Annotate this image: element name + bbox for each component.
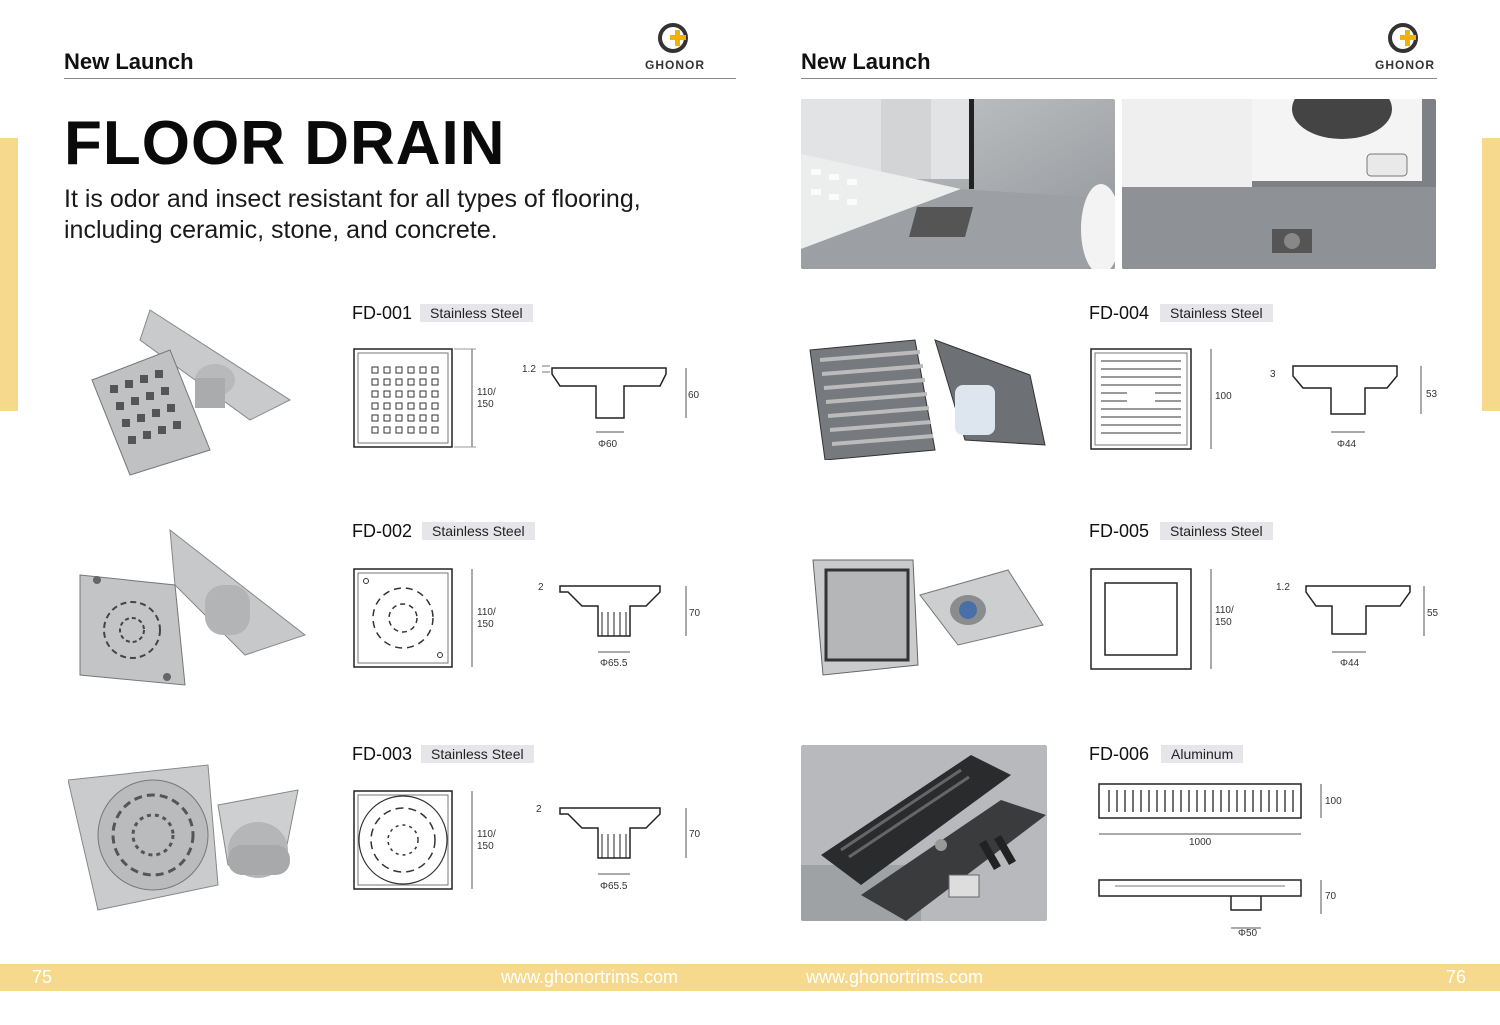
description-line-1: It is odor and insect resistant for all types of flooring, — [64, 185, 641, 213]
ghonor-logo-icon — [640, 20, 710, 56]
fd-006-top-drawing — [1095, 778, 1342, 858]
fd-002-code: FD-002 — [352, 521, 413, 541]
fd-005-size-label: 110/ 150 — [1215, 605, 1234, 628]
fd-006-photo — [801, 745, 1047, 921]
fd-004-size-label: 100 — [1215, 391, 1232, 402]
fd-005-height-label: 55 — [1427, 608, 1439, 619]
fd-001-dia-label: Φ60 — [598, 439, 618, 450]
fd-005-top-drawing — [1087, 563, 1247, 673]
footer-bar — [0, 964, 1500, 991]
right-page-number: 76 — [1446, 967, 1467, 987]
right-header-rule — [801, 78, 1437, 79]
logo-text: GHONOR — [645, 58, 705, 72]
description-line-2: including ceramic, stone, and concrete. — [64, 216, 498, 244]
fd-005-code: FD-005 — [1089, 521, 1150, 541]
fd-002-size-label: 110/ 150 — [477, 607, 496, 630]
right-footer-url[interactable]: www.ghonortrims.com — [806, 967, 984, 987]
fd-005-dia-label: Φ44 — [1340, 658, 1360, 669]
fd-004-top-drawing — [1087, 343, 1247, 453]
fd-002-material: Stainless Steel — [422, 522, 535, 540]
fd-003-photo — [68, 745, 310, 920]
fd-001-top-drawing — [350, 343, 510, 453]
fd-006-length-label: 1000 — [1189, 837, 1212, 848]
shower-room-photo — [801, 99, 1115, 269]
fd-006-width-label: 100 — [1325, 796, 1342, 807]
fd-003-side-drawing — [530, 802, 701, 892]
fd-002-flange-label: 2 — [538, 582, 544, 593]
description — [64, 184, 641, 246]
left-footer-url[interactable]: www.ghonortrims.com — [501, 967, 679, 987]
fd-001-height-label: 60 — [688, 390, 700, 401]
fd-004-photo — [805, 330, 1050, 460]
fd-004-height-label: 53 — [1426, 389, 1438, 400]
fd-004-side-drawing — [1265, 360, 1445, 450]
fd-002-photo — [75, 525, 310, 695]
fd-005-photo — [808, 555, 1048, 680]
right-header: New Launch — [801, 49, 931, 74]
fd-006-side-drawing — [1095, 874, 1335, 944]
fd-001-size-label: 110/ 150 — [477, 387, 496, 410]
fd-002-height-label: 70 — [689, 608, 701, 619]
fd-004-material: Stainless Steel — [1160, 304, 1273, 322]
fd-005-side-drawing — [1272, 580, 1442, 669]
fd-003-height-label: 70 — [689, 829, 701, 840]
fd-002-top-drawing — [350, 563, 510, 673]
fd-003-dia-label: Φ65.5 — [600, 881, 628, 892]
fd-001-photo — [80, 300, 310, 480]
fd-001-side-drawing — [520, 360, 700, 450]
fd-004-flange-label: 3 — [1270, 369, 1276, 380]
fd-006-code: FD-006 — [1089, 744, 1150, 764]
fd-001-flange-label: 1.2 — [522, 364, 536, 375]
laundry-room-photo — [1122, 99, 1436, 269]
left-accent-bar — [0, 138, 18, 411]
fd-003-size-label: 110/ 150 — [477, 829, 496, 852]
fd-003-material: Stainless Steel — [421, 745, 534, 763]
fd-002-side-drawing — [530, 580, 701, 669]
fd-004-dia-label: Φ44 — [1337, 439, 1357, 450]
fd-002-dia-label: Φ65.5 — [600, 658, 628, 669]
fd-005-material: Stainless Steel — [1160, 522, 1273, 540]
fd-004-code: FD-004 — [1089, 303, 1150, 323]
left-logo — [640, 20, 710, 72]
fd-001-material: Stainless Steel — [420, 304, 533, 322]
fd-006-dia-label: Φ50 — [1238, 928, 1258, 939]
page-title: FLOOR DRAIN — [64, 109, 506, 178]
right-logo — [1370, 20, 1440, 72]
fd-006-height-label: 70 — [1325, 891, 1337, 902]
ghonor-logo-icon — [1370, 20, 1440, 56]
right-accent-bar — [1482, 138, 1500, 411]
left-page-number: 75 — [32, 967, 53, 987]
fd-003-flange-label: 2 — [536, 804, 542, 815]
left-header: New Launch — [64, 49, 194, 74]
fd-005-flange-label: 1.2 — [1276, 582, 1290, 593]
fd-001-code: FD-001 — [352, 303, 413, 323]
logo-text: GHONOR — [1375, 58, 1435, 72]
fd-006-material: Aluminum — [1161, 745, 1243, 763]
fd-003-code: FD-003 — [352, 744, 413, 764]
left-header-rule — [64, 78, 736, 79]
fd-003-top-drawing — [350, 785, 510, 895]
